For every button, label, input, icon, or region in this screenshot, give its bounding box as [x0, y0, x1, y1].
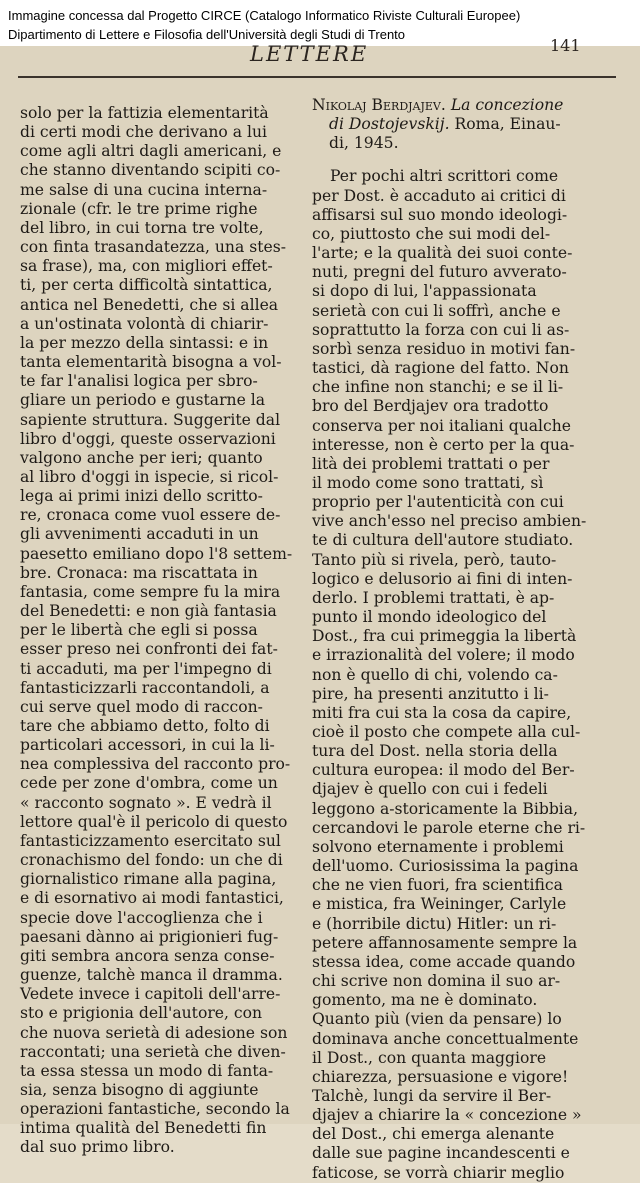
- text-line: al libro d'oggi in ispecie, si ricol-: [20, 467, 279, 486]
- text-line: dell'uomo. Curiosissima la pagina: [312, 857, 579, 876]
- text-line: di certi modi che derivano a lui: [20, 123, 268, 142]
- text-line: ta essa stessa un modo di fanta-: [20, 1061, 274, 1080]
- text-line: miti fra cui sta la cosa da capire,: [312, 703, 572, 722]
- text-line: cercandovi le parole eterne che ri-: [312, 818, 586, 837]
- text-line: operazioni fantastiche, secondo la: [20, 1100, 290, 1119]
- text-line: del Benedetti: e non già fantasia: [20, 602, 277, 621]
- text-line: Tanto più si rivela, però, tauto-: [312, 550, 557, 569]
- text-line: bro del Berdjajev ora tradotto: [312, 397, 549, 416]
- text-line: sapiente struttura. Suggerite dal: [20, 410, 281, 429]
- review-body: [312, 167, 590, 1182]
- text-line: come agli altri dagli americani, e: [20, 142, 282, 161]
- text-line: soprattutto la forza con cui li as-: [312, 320, 570, 339]
- text-line: « racconto sognato ». E vedrà il: [20, 793, 272, 812]
- text-line: del Dost., chi emerga alenante: [312, 1125, 555, 1144]
- review-title-1: La concezione: [450, 96, 564, 114]
- text-line: non è quello di chi, volendo ca-: [312, 665, 558, 684]
- text-line: fantasia, come sempre fu la mira: [20, 582, 281, 601]
- text-line: stessa idea, come accade quando: [312, 952, 576, 971]
- banner-line-2: Dipartimento di Lettere e Filosofia dell'Università degli Studi di Trento: [8, 27, 406, 42]
- text-line: il Dost., con quanta maggiore: [312, 1048, 547, 1067]
- text-line: ti accaduti, ma per l'impegno di: [20, 659, 272, 678]
- text-line: a un'ostinata volontà di chiarir-: [20, 314, 269, 333]
- text-line: esser preso nei confronti dei fat-: [20, 640, 278, 659]
- text-line: lega ai primi inizi dello scritto-: [20, 487, 263, 506]
- review-header-line-2: [312, 115, 590, 134]
- text-line: nea complessiva del racconto pro-: [20, 755, 291, 774]
- text-line: fantasticizzamento esercitato sul: [20, 831, 281, 850]
- text-line: cronachismo del fondo: un che di: [20, 851, 283, 870]
- text-line: cui serve quel modo di raccon-: [20, 697, 263, 716]
- text-line: specie dove l'accoglienza che i: [20, 908, 263, 927]
- text-line: intima qualità del Benedetti fin: [20, 1119, 267, 1138]
- text-line: pire, ha presenti anzitutto i li-: [312, 684, 549, 703]
- text-line: giti sembra ancora senza conse-: [20, 946, 275, 965]
- text-line: te di cultura dell'autore studiato.: [312, 531, 574, 550]
- text-line: solo per la fattizia elementarità: [20, 104, 269, 122]
- text-line: interesse, non è certo per la qua-: [312, 435, 575, 454]
- text-line: gli avvenimenti accaduti in un: [20, 525, 259, 544]
- left-column: [20, 104, 296, 1158]
- text-line: vive anch'esso nel preciso ambien-: [312, 512, 587, 531]
- text-line: giornalistico rimane alla pagina,: [20, 870, 277, 889]
- text-line: particolari accessori, in cui la li-: [20, 736, 275, 755]
- text-line: derlo. I problemi trattati, è ap-: [312, 588, 555, 607]
- text-line: raccontati; una serietà che diven-: [20, 1042, 286, 1061]
- archive-banner: [0, 0, 640, 46]
- review-title-2: di Dostojevskij.: [329, 115, 450, 134]
- text-line: Quanto più (vien da pensare) lo: [312, 1010, 562, 1029]
- text-line: me salse di una cucina interna-: [20, 180, 268, 199]
- text-line: chi scrive non domina il suo ar-: [312, 972, 561, 991]
- text-line: dominava anche concettualmente: [312, 1029, 579, 1048]
- text-line: chiarezza, persuasione e vigore!: [312, 1067, 569, 1086]
- text-line: che infine non stanchi; e se il li-: [312, 378, 564, 397]
- text-line: con finta trasandatezza, una stes-: [20, 238, 286, 257]
- text-line: Per pochi altri scrittori come: [330, 167, 559, 186]
- text-line: gomento, ma ne è dominato.: [312, 991, 538, 1010]
- text-line: per le libertà che egli si possa: [20, 621, 258, 640]
- text-line: che nuova serietà di adesione son: [20, 1023, 288, 1042]
- text-line: petere affannosamente sempre la: [312, 933, 578, 952]
- text-line: cioè il posto che compete alla cul-: [312, 723, 581, 741]
- text-line: punto il mondo ideologico del: [312, 608, 547, 627]
- text-line: sia, senza bisogno di aggiunte: [20, 1080, 259, 1099]
- text-line: cultura europea: il modo del Ber-: [312, 761, 575, 780]
- text-line: gliare un periodo e gustarne la: [20, 391, 266, 410]
- text-line: lità dei problemi trattati o per: [312, 454, 550, 473]
- text-line: sorbì senza residuo in motivi fan-: [312, 339, 576, 358]
- review-imprint-1: Roma, Einau-: [454, 115, 561, 134]
- text-line: e irrazionalità del volere; il modo: [312, 646, 575, 665]
- text-line: tura del Dost. nella storia della: [312, 742, 558, 761]
- spacer: [312, 153, 590, 167]
- text-line: djajev è quello con cui i fedeli: [312, 780, 548, 799]
- text-line: djajev a chiarire la « concezione »: [312, 1106, 582, 1125]
- text-line: e (horribile dictu) Hitler: un ri-: [312, 914, 557, 933]
- scanned-page: [0, 36, 640, 1182]
- text-line: che ne vien fuori, fra scientifica: [312, 876, 563, 895]
- text-line: leggono a-storicamente la Bibbia,: [312, 799, 579, 818]
- text-line: serietà con cui li soffrì, anche e: [312, 301, 561, 320]
- banner-line-1: Immagine concessa dal Progetto CIRCE (Catalogo Informatico Riviste Culturali Europee): [8, 8, 521, 23]
- text-line: re, cronaca come vuol essere de-: [20, 506, 281, 525]
- text-line: del libro, in cui torna tre volte,: [20, 218, 264, 237]
- text-line: co, piuttosto che sui modi del-: [312, 224, 551, 243]
- text-line: per Dost. è accaduto ai critici di: [312, 186, 566, 205]
- text-line: dal suo primo libro.: [20, 1138, 175, 1157]
- right-column: [312, 96, 590, 1183]
- text-line: sto e prigionia dell'autore, con: [20, 1004, 263, 1023]
- text-line: tanta elementarità bisogna a vol-: [20, 353, 282, 372]
- text-line: Dost., fra cui primeggia la libertà: [312, 627, 577, 646]
- text-line: antica nel Benedetti, che si allea: [20, 295, 279, 314]
- text-line: e di esornativo ai modi fantastici,: [20, 889, 284, 908]
- text-line: te far l'analisi logica per sbro-: [20, 372, 258, 391]
- text-line: zionale (cfr. le tre prime righe: [20, 199, 258, 218]
- text-line: dalle sue pagine incandescenti e: [312, 1144, 570, 1163]
- text-line: conserva per noi italiani qualche: [312, 416, 572, 435]
- text-line: nuti, pregni del futuro avverato-: [312, 263, 567, 282]
- text-line: ti, per certa difficoltà sintattica,: [20, 276, 273, 295]
- text-line: fantasticizzarli raccontandoli, a: [20, 678, 270, 697]
- text-line: la per mezzo della sintassi: e in: [20, 333, 269, 352]
- review-header-line-1: [312, 96, 590, 115]
- text-line: paesetto emiliano dopo l'8 settem-: [20, 544, 293, 563]
- review-author: Nikolaj Berdjajev.: [312, 96, 446, 114]
- text-line: faticose, se vorrà chiarir meglio: [312, 1163, 565, 1182]
- text-line: tastici, dà ragione del fatto. Non: [312, 359, 569, 378]
- text-line: cede per zone d'ombra, come un: [20, 774, 278, 793]
- text-line: paesani dànno ai prigionieri fug-: [20, 927, 279, 946]
- review-imprint-2: di, 1945.: [329, 134, 399, 153]
- text-line: si dopo di lui, l'appassionata: [312, 282, 537, 301]
- header-rule: [18, 76, 616, 78]
- text-line: l'arte; e la qualità dei suoi conte-: [312, 244, 573, 263]
- text-line: libro d'oggi, queste osservazioni: [20, 429, 276, 448]
- text-line: sa frase), ma, con migliori effet-: [20, 257, 273, 276]
- text-line: il modo come sono trattati, sì: [312, 473, 544, 492]
- page-number: 141: [550, 36, 581, 55]
- running-head: LETTERE: [250, 42, 369, 66]
- text-line: guenze, talchè manca il dramma.: [20, 966, 283, 985]
- text-line: bre. Cronaca: ma riscattata in: [20, 563, 258, 582]
- text-line: tare che abbiamo detto, folto di: [20, 717, 270, 735]
- text-line: valgono anche per ieri; quanto: [20, 448, 263, 467]
- text-line: Vedete invece i capitoli dell'arre-: [20, 985, 281, 1004]
- text-line: che stanno diventando scipiti co-: [20, 161, 281, 180]
- text-line: Talchè, lungi da servire il Ber-: [312, 1086, 552, 1105]
- text-line: affisarsi sul suo mondo ideologi-: [312, 205, 568, 224]
- text-line: e mistica, fra Weininger, Carlyle: [312, 895, 567, 914]
- text-line: proprio per l'autenticità con cui: [312, 493, 564, 512]
- text-line: solvono eternamente i problemi: [312, 837, 564, 856]
- text-line: logico e delusorio ai fini di inten-: [312, 569, 573, 588]
- text-line: lettore qual'è il pericolo di questo: [20, 812, 288, 831]
